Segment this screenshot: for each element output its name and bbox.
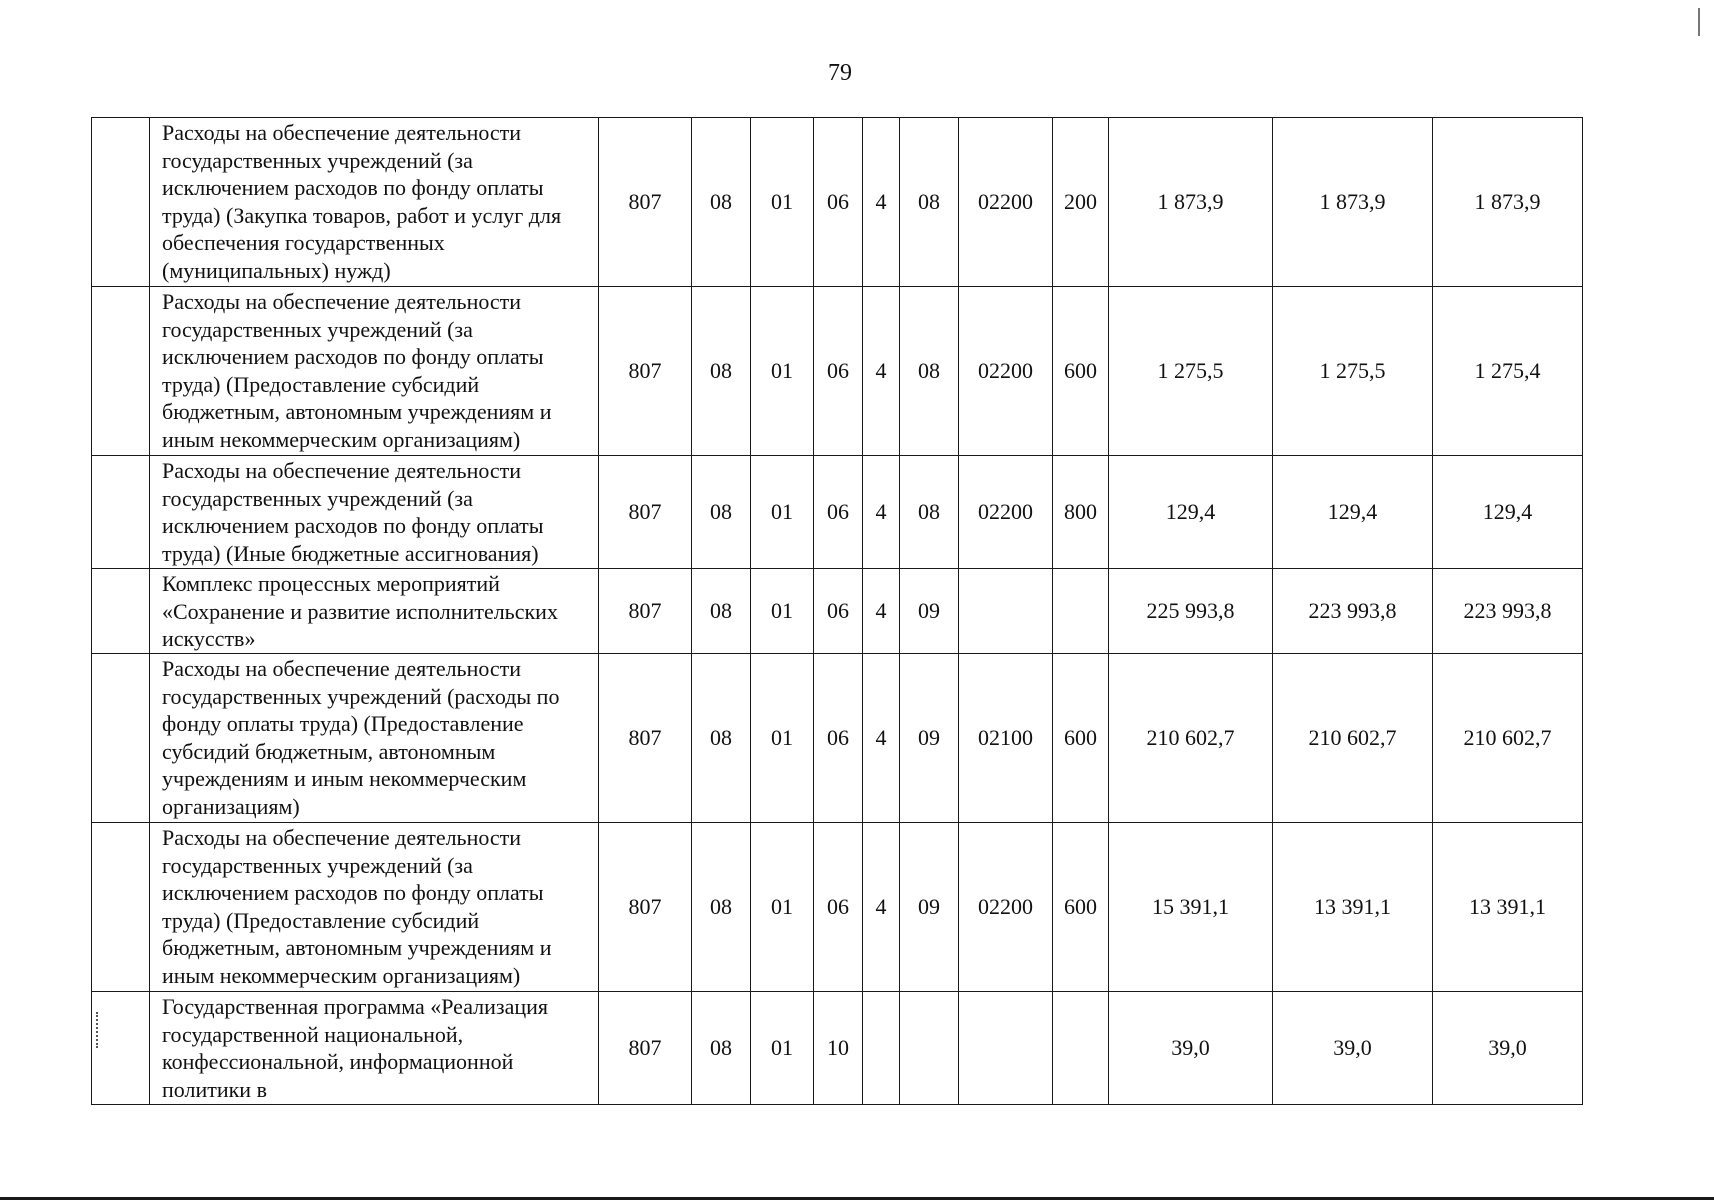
amount-year-3-cell: 1 275,4 [1433, 287, 1583, 456]
ministry-code-cell: 807 [599, 569, 692, 654]
amount-year-2-cell: 129,4 [1273, 456, 1433, 569]
table-row [92, 456, 1583, 569]
amount-year-3-cell: 223 993,8 [1433, 569, 1583, 654]
subsection-code-cell: 01 [751, 456, 814, 569]
expense-type-code-cell: 600 [1053, 654, 1109, 823]
table-body [92, 118, 1583, 1105]
amount-year-2-cell: 1 873,9 [1273, 118, 1433, 287]
activity-code-cell: 08 [900, 287, 959, 456]
amount-year-1-cell: 225 993,8 [1109, 569, 1273, 654]
activity-code-cell: 08 [900, 118, 959, 287]
program-code-cell: 10 [814, 992, 863, 1105]
subsection-code-cell: 01 [751, 569, 814, 654]
row-number-cell [92, 118, 150, 287]
table-row [92, 823, 1583, 992]
row-number-cell [92, 569, 150, 654]
table-row [92, 992, 1583, 1105]
subprogram-code-cell: 4 [863, 456, 900, 569]
program-code-cell: 06 [814, 118, 863, 287]
direction-code-cell: 02200 [959, 823, 1053, 992]
subsection-code-cell: 01 [751, 992, 814, 1105]
row-number-cell [92, 456, 150, 569]
row-number-cell [92, 287, 150, 456]
activity-code-cell: 09 [900, 569, 959, 654]
description-cell: Расходы на обеспечение деятельности государственных учреждений (за исключением расходов по фонду оплаты труда) (Закупка товаров, работ и услуг для обеспечения государственных (муниципальных) нужд) [150, 118, 599, 287]
amount-year-3-cell: 129,4 [1433, 456, 1583, 569]
subprogram-code-cell: 4 [863, 287, 900, 456]
direction-code-cell: 02100 [959, 654, 1053, 823]
ministry-code-cell: 807 [599, 823, 692, 992]
scan-edge-mark [1698, 8, 1700, 36]
direction-code-cell: 02200 [959, 456, 1053, 569]
expense-type-code-cell [1053, 992, 1109, 1105]
section-code-cell: 08 [692, 992, 751, 1105]
program-code-cell: 06 [814, 569, 863, 654]
direction-code-cell [959, 992, 1053, 1105]
table-row [92, 654, 1583, 823]
stamp-mark [96, 1012, 104, 1048]
table-row [92, 287, 1583, 456]
activity-code-cell: 08 [900, 456, 959, 569]
program-code-cell: 06 [814, 287, 863, 456]
amount-year-1-cell: 1 873,9 [1109, 118, 1273, 287]
description-cell: Комплекс процессных мероприятий «Сохранение и развитие исполнительских искусств» [150, 569, 599, 654]
subsection-code-cell: 01 [751, 287, 814, 456]
expense-type-code-cell: 800 [1053, 456, 1109, 569]
program-code-cell: 06 [814, 456, 863, 569]
activity-code-cell: 09 [900, 654, 959, 823]
ministry-code-cell: 807 [599, 118, 692, 287]
description-cell: Расходы на обеспечение деятельности государственных учреждений (за исключением расходов по фонду оплаты труда) (Иные бюджетные ассигнования) [150, 456, 599, 569]
amount-year-2-cell: 39,0 [1273, 992, 1433, 1105]
amount-year-1-cell: 39,0 [1109, 992, 1273, 1105]
amount-year-3-cell: 1 873,9 [1433, 118, 1583, 287]
subprogram-code-cell: 4 [863, 118, 900, 287]
direction-code-cell [959, 569, 1053, 654]
subprogram-code-cell: 4 [863, 654, 900, 823]
subprogram-code-cell: 4 [863, 823, 900, 992]
expense-type-code-cell: 600 [1053, 823, 1109, 992]
expense-type-code-cell: 600 [1053, 287, 1109, 456]
row-number-cell [92, 654, 150, 823]
budget-table [91, 117, 1583, 1105]
ministry-code-cell: 807 [599, 992, 692, 1105]
program-code-cell: 06 [814, 823, 863, 992]
expense-type-code-cell: 200 [1053, 118, 1109, 287]
amount-year-3-cell: 13 391,1 [1433, 823, 1583, 992]
amount-year-1-cell: 15 391,1 [1109, 823, 1273, 992]
activity-code-cell: 09 [900, 823, 959, 992]
row-number-cell [92, 823, 150, 992]
amount-year-1-cell: 210 602,7 [1109, 654, 1273, 823]
direction-code-cell: 02200 [959, 118, 1053, 287]
expense-type-code-cell [1053, 569, 1109, 654]
table-row [92, 569, 1583, 654]
page-number: 79 [828, 60, 852, 86]
amount-year-2-cell: 13 391,1 [1273, 823, 1433, 992]
subprogram-code-cell: 4 [863, 569, 900, 654]
amount-year-3-cell: 39,0 [1433, 992, 1583, 1105]
program-code-cell: 06 [814, 654, 863, 823]
amount-year-1-cell: 1 275,5 [1109, 287, 1273, 456]
section-code-cell: 08 [692, 654, 751, 823]
amount-year-3-cell: 210 602,7 [1433, 654, 1583, 823]
description-cell: Государственная программа «Реализация государственной национальной, конфессиональной, информационной политики в [150, 992, 599, 1105]
amount-year-2-cell: 210 602,7 [1273, 654, 1433, 823]
direction-code-cell: 02200 [959, 287, 1053, 456]
description-cell: Расходы на обеспечение деятельности государственных учреждений (за исключением расходов по фонду оплаты труда) (Предоставление субсидий бюджетным, автономным учреждениям и иным некоммерческим организациям) [150, 287, 599, 456]
ministry-code-cell: 807 [599, 287, 692, 456]
subsection-code-cell: 01 [751, 118, 814, 287]
row-number-cell [92, 992, 150, 1105]
section-code-cell: 08 [692, 569, 751, 654]
section-code-cell: 08 [692, 118, 751, 287]
section-code-cell: 08 [692, 456, 751, 569]
section-code-cell: 08 [692, 823, 751, 992]
amount-year-1-cell: 129,4 [1109, 456, 1273, 569]
subprogram-code-cell [863, 992, 900, 1105]
description-cell: Расходы на обеспечение деятельности государственных учреждений (за исключением расходов по фонду оплаты труда) (Предоставление субсидий бюджетным, автономным учреждениям и иным некоммерческим организациям) [150, 823, 599, 992]
table-row [92, 118, 1583, 287]
amount-year-2-cell: 1 275,5 [1273, 287, 1433, 456]
ministry-code-cell: 807 [599, 456, 692, 569]
description-cell: Расходы на обеспечение деятельности государственных учреждений (расходы по фонду оплаты труда) (Предоставление субсидий бюджетным, автономным учреждениям и иным некоммерческим организациям) [150, 654, 599, 823]
section-code-cell: 08 [692, 287, 751, 456]
subsection-code-cell: 01 [751, 823, 814, 992]
activity-code-cell [900, 992, 959, 1105]
amount-year-2-cell: 223 993,8 [1273, 569, 1433, 654]
subsection-code-cell: 01 [751, 654, 814, 823]
ministry-code-cell: 807 [599, 654, 692, 823]
